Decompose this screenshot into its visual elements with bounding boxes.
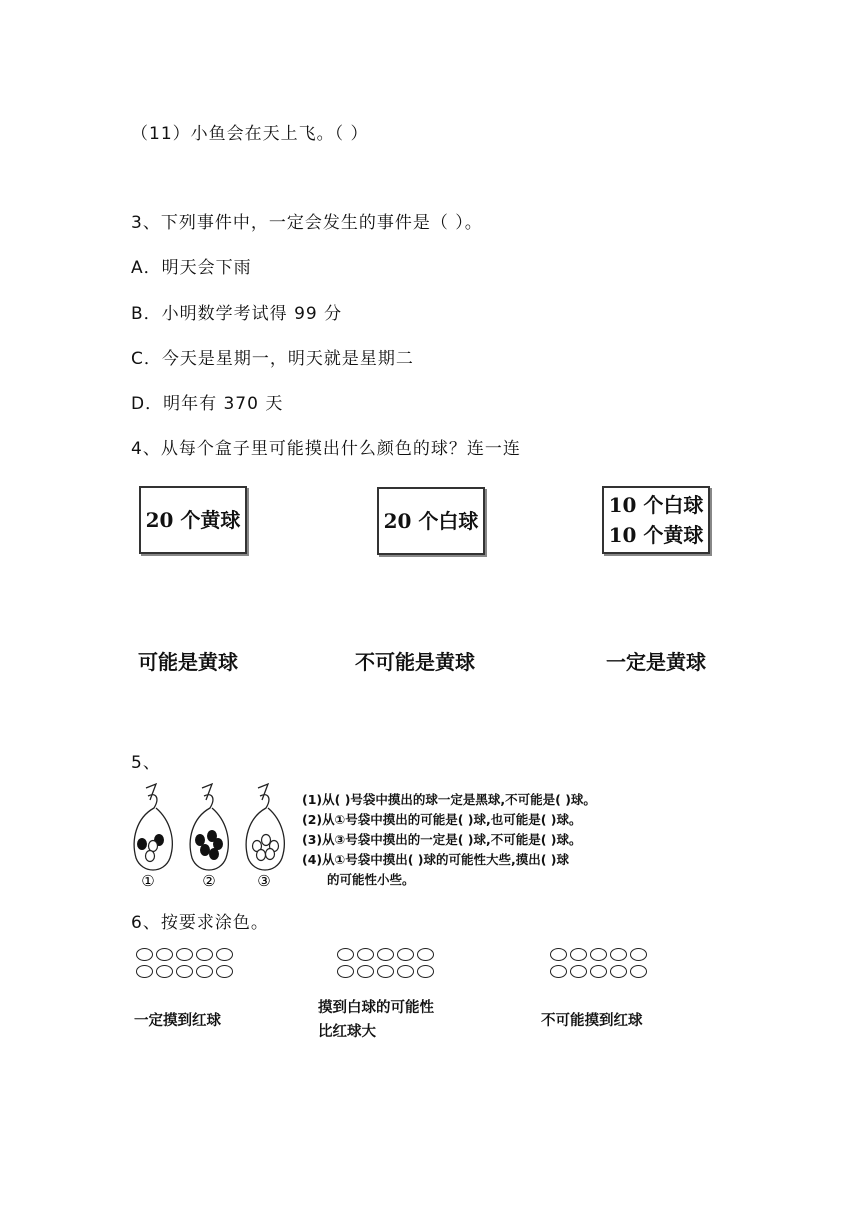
box-line: 20 个黄球: [145, 508, 241, 532]
ball-circle[interactable]: [196, 965, 213, 978]
bag-number: ②: [202, 872, 216, 890]
bag-number: ①: [141, 872, 155, 890]
bag-number: ③: [257, 872, 271, 890]
option-b: B．小明数学考试得 99 分: [131, 304, 343, 324]
ball-circle[interactable]: [196, 948, 213, 961]
outcome-possible-yellow: 可能是黄球: [138, 650, 238, 674]
question-3-text: 3、下列事件中，一定会发生的事件是（ ）。: [131, 213, 483, 233]
ball-circle[interactable]: [570, 948, 587, 961]
ball-circle[interactable]: [357, 948, 374, 961]
ball-circle[interactable]: [550, 948, 567, 961]
ball-circle[interactable]: [176, 965, 193, 978]
option-d: D．明年有 370 天: [131, 394, 284, 414]
question-5-label: 5、: [131, 753, 161, 773]
ball-circle[interactable]: [630, 965, 647, 978]
ball-circle[interactable]: [590, 965, 607, 978]
box-line: 20 个白球: [383, 509, 479, 533]
label-line: 摸到白球的可能性: [318, 1000, 434, 1016]
label-impossible-red: [541, 1009, 643, 1033]
circle-group-1: [136, 948, 233, 978]
ball-circle[interactable]: [136, 965, 153, 978]
question-5-3: (3)从③号袋中摸出的一定是( )球,不可能是( )球。: [302, 832, 582, 847]
ball-circle[interactable]: [630, 948, 647, 961]
option-c: C．今天是星期一，明天就是星期二: [131, 349, 414, 369]
ball-circle[interactable]: [570, 965, 587, 978]
bags-illustration: [126, 778, 298, 890]
ball-circle[interactable]: [357, 965, 374, 978]
ball-circle[interactable]: [550, 965, 567, 978]
outcome-impossible-yellow: 不可能是黄球: [355, 650, 475, 674]
ball-circle[interactable]: [216, 965, 233, 978]
question-5-2: (2)从①号袋中摸出的可能是( )球,也可能是( )球。: [302, 812, 582, 827]
label-line: 不可能摸到红球: [541, 1013, 643, 1029]
ball-circle[interactable]: [397, 948, 414, 961]
ball-circle[interactable]: [610, 965, 627, 978]
ball-circle[interactable]: [610, 948, 627, 961]
ball-circle[interactable]: [136, 948, 153, 961]
ball-circle[interactable]: [176, 948, 193, 961]
ball-circle[interactable]: [156, 948, 173, 961]
ball-circle[interactable]: [337, 965, 354, 978]
ball-circle[interactable]: [337, 948, 354, 961]
box-line: 10 个白球: [608, 493, 704, 517]
ball-circle[interactable]: [417, 965, 434, 978]
question-5-4-cont: 的可能性小些。: [327, 872, 415, 887]
question-2-item-11: （11）小鱼会在天上飞。（ ）: [131, 124, 369, 144]
ball-circle[interactable]: [417, 948, 434, 961]
option-a: A．明天会下雨: [131, 258, 252, 278]
ball-circle[interactable]: [397, 965, 414, 978]
ball-circle[interactable]: [377, 965, 394, 978]
outcome-certain-yellow: 一定是黄球: [606, 650, 706, 674]
ball-circle[interactable]: [156, 965, 173, 978]
question-6-text: 6、按要求涂色。: [131, 913, 269, 933]
box-mixed: [602, 486, 710, 554]
label-line: 一定摸到红球: [134, 1013, 221, 1029]
circle-group-2: [337, 948, 434, 978]
box-white-20: [377, 487, 485, 555]
label-certain-red: [134, 1009, 221, 1033]
ball-circle[interactable]: [377, 948, 394, 961]
ball-circle[interactable]: [216, 948, 233, 961]
circle-group-3: [550, 948, 647, 978]
question-5-1: (1)从( )号袋中摸出的球一定是黑球,不可能是( )球。: [302, 792, 596, 807]
label-line: 比红球大: [318, 1024, 376, 1040]
box-line: 10 个黄球: [608, 523, 704, 547]
ball-circle[interactable]: [590, 948, 607, 961]
question-4-text: 4、从每个盒子里可能摸出什么颜色的球？连一连: [131, 439, 521, 459]
question-5-4: (4)从①号袋中摸出( )球的可能性大些,摸出( )球: [302, 852, 570, 867]
box-yellow-20: [139, 486, 247, 554]
label-white-more-likely: [318, 996, 434, 1044]
